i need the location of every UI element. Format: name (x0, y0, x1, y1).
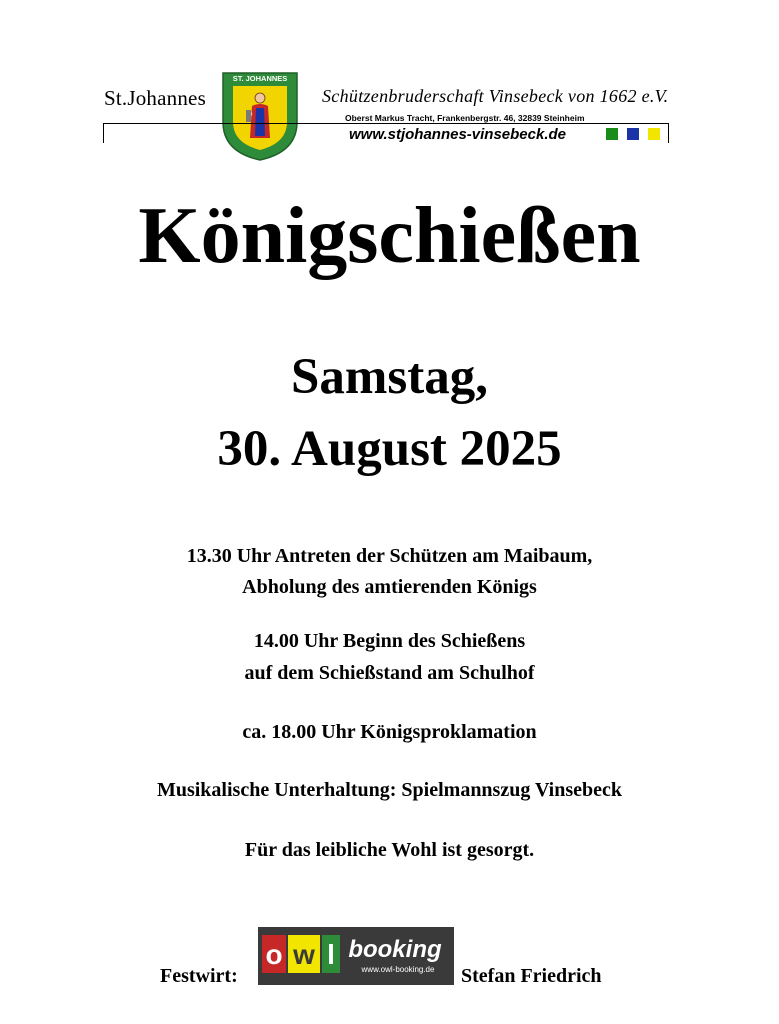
event-date: 30. August 2025 (217, 421, 562, 477)
host-name: Stefan Friedrich (461, 965, 602, 987)
schedule-line-1: 13.30 Uhr Antreten der Schützen am Maibaum, (186, 545, 593, 567)
letterhead-tick-right (668, 123, 669, 143)
club-name-left: St.Johannes (104, 86, 206, 110)
schedule-line-7: Für das leibliche Wohl ist gesorgt. (244, 839, 535, 861)
letterhead (0, 0, 779, 170)
schedule-line-3: 14.00 Uhr Beginn des Schießens (253, 630, 526, 652)
club-website-link[interactable]: www.stjohannes-vinsebeck.de (349, 126, 567, 143)
event-title: Königschießen (138, 192, 641, 280)
event-day: Samstag, (291, 349, 488, 405)
letterhead-tick-left (103, 123, 104, 143)
schedule-line-5: ca. 18.00 Uhr Königsproklamation (242, 721, 537, 743)
green-square (606, 128, 618, 140)
club-address: Oberst Markus Tracht, Frankenbergstr. 46, 32839 Steinheim (345, 113, 585, 123)
club-name-right: Schützenbruderschaft Vinsebeck von 1662 e.V. (322, 86, 669, 106)
club-crest-icon (220, 70, 300, 162)
owl-booking-logo (258, 927, 454, 985)
color-squares (606, 128, 660, 140)
booking-url: www.owl-booking.de (361, 965, 435, 974)
owl-letter-l: l (327, 939, 335, 970)
blue-square (627, 128, 639, 140)
schedule-line-2: Abholung des amtierenden Königs (242, 576, 537, 598)
booking-word: booking (348, 936, 442, 963)
owl-letter-o: o (265, 939, 283, 970)
host-label: Festwirt: (160, 965, 238, 987)
crest-top-text: ST. JOHANNES (232, 74, 288, 83)
schedule-line-6: Musikalische Unterhaltung: Spielmannszug Vinsebeck (156, 779, 623, 801)
yellow-square (648, 128, 660, 140)
letterhead-rule (103, 123, 669, 124)
schedule-line-4: auf dem Schießstand am Schulhof (244, 662, 535, 684)
owl-letter-w: w (293, 939, 315, 970)
